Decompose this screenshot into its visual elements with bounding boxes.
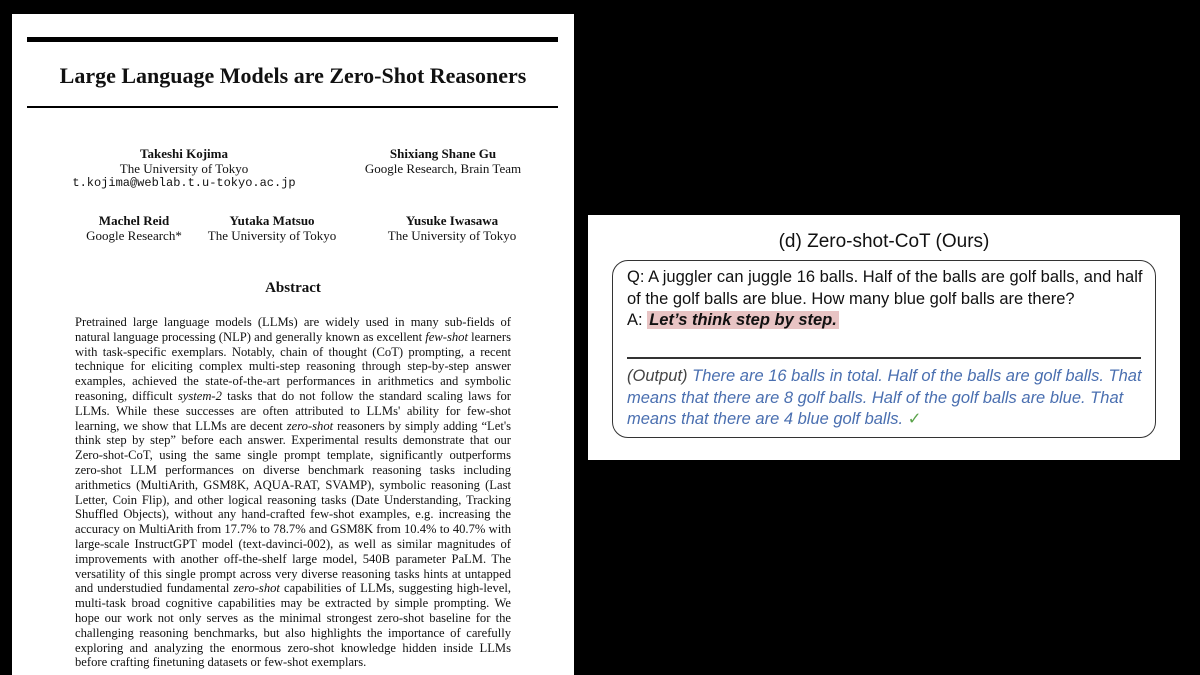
paper-page <box>12 14 574 675</box>
author-name: Shixiang Shane Gu <box>389 146 497 161</box>
abstract-heading: Abstract <box>265 280 321 296</box>
abstract-text-segment: capabilities of LLMs, suggesting high-level, multi-task broad cognitive capabilities may be extracted by simple prompting. We hope our work not only serves as the minimal strongest zero-shot baseline for the challenging reasoning benchmarks, but also highlights the importance of carefully exploring and analyzing the enormous zero-shot knowledge hidden inside LLMs before crafting finetuning datasets or few-shot exemplars. <box>75 581 511 670</box>
prompt-box <box>612 260 1156 438</box>
zero-shot-cot-figure <box>588 215 1180 460</box>
abstract-text-segment: Pretrained large language models (LLMs) are widely used in many sub-fields of natural language processing (NLP) and generally known as excellent <box>75 315 511 344</box>
author-affiliation: Google Research, Brain Team <box>364 161 522 176</box>
abstract-text-segment: learners with task-specific exemplars. Notably, chain of thought (CoT) prompting, a recent technique for eliciting complex multi-step reasoning through step-by-step answer examples, achieved the state-of-the-art performances in arithmetics and symbolic reasoning, difficult <box>75 329 511 403</box>
author-block <box>52 213 216 243</box>
check-mark-icon: ✓ <box>907 410 922 428</box>
author-affiliation: The University of Tokyo <box>119 161 249 176</box>
author-name: Machel Reid <box>98 213 170 228</box>
abstract-emphasis: few-shot <box>425 329 468 344</box>
paper-title: Large Language Models are Zero-Shot Reasoners <box>59 63 527 88</box>
author-affiliation: The University of Tokyo <box>207 228 337 243</box>
abstract-emphasis: zero-shot <box>233 581 280 596</box>
figure-title: (d) Zero-shot-CoT (Ours) <box>778 231 990 252</box>
author-name: Yutaka Matsuo <box>229 213 315 228</box>
trigger-prompt-highlight: Let’s think step by step. <box>649 311 837 329</box>
abstract-text-segment: reasoners by simply adding “Let's think step by step” before each answer. Experimental results demonstrate that our Zero-shot-CoT, using the same single prompt template, significantly outperforms zero-shot LLM performances on diverse benchmark reasoning tasks including arithmetics (MultiArith, GSM8K, AQUA-RAT, SVAMP), symbolic reasoning (Last Letter, Coin Flip), and other logical reasoning tasks (Date Understanding, Tracking Shuffled Objects), without any hand-crafted few-shot examples, e.g. increasing the accuracy on MultiArith from 17.7% to 78.7% and GSM8K from 10.4% to 40.7% with large-scale InstructGPT model (text-davinci-002), as well as similar magnitudes of improvements with another off-the-shelf large model, 540B parameter PaLM. The versatility of this single prompt across very diverse reasoning tasks hints at untapped and understudied fundamental <box>75 418 512 596</box>
abstract-text-segment: tasks that do not follow the standard scaling laws for LLMs. While these successes are often attributed to LLMs' ability for few-shot learning, we show that LLMs are decent <box>75 388 511 433</box>
output-text: There are 16 balls in total. Half of the balls are golf balls. That means that there are 8 golf balls. Half of the golf balls are blue. That means that there are 4 blue golf balls. <box>627 367 1142 428</box>
author-block <box>376 213 528 243</box>
prompt-input <box>627 267 1149 332</box>
question-text: Q: A juggler can juggle 16 balls. Half of the balls are golf balls, and half of the golf balls are blue. How many blue golf balls are there? <box>627 268 1143 308</box>
author-name: Takeshi Kojima <box>139 146 228 161</box>
title-top-rule <box>27 37 558 42</box>
author-affiliation: The University of Tokyo <box>387 228 517 243</box>
author-block <box>338 146 548 176</box>
answer-prefix: A: <box>627 311 648 329</box>
model-output <box>627 366 1149 431</box>
title-bottom-rule <box>27 106 558 108</box>
output-separator <box>627 357 1141 359</box>
author-affiliation: Google Research* <box>86 228 182 243</box>
author-email: t.kojima@weblab.t.u-tokyo.ac.jp <box>72 176 296 190</box>
output-label: (Output) <box>627 367 688 385</box>
abstract-emphasis: system-2 <box>177 388 222 403</box>
abstract-text <box>75 315 511 670</box>
author-name: Yusuke Iwasawa <box>405 213 499 228</box>
author-block <box>72 146 296 191</box>
abstract-emphasis: zero-shot <box>286 418 334 433</box>
author-block <box>196 213 348 243</box>
